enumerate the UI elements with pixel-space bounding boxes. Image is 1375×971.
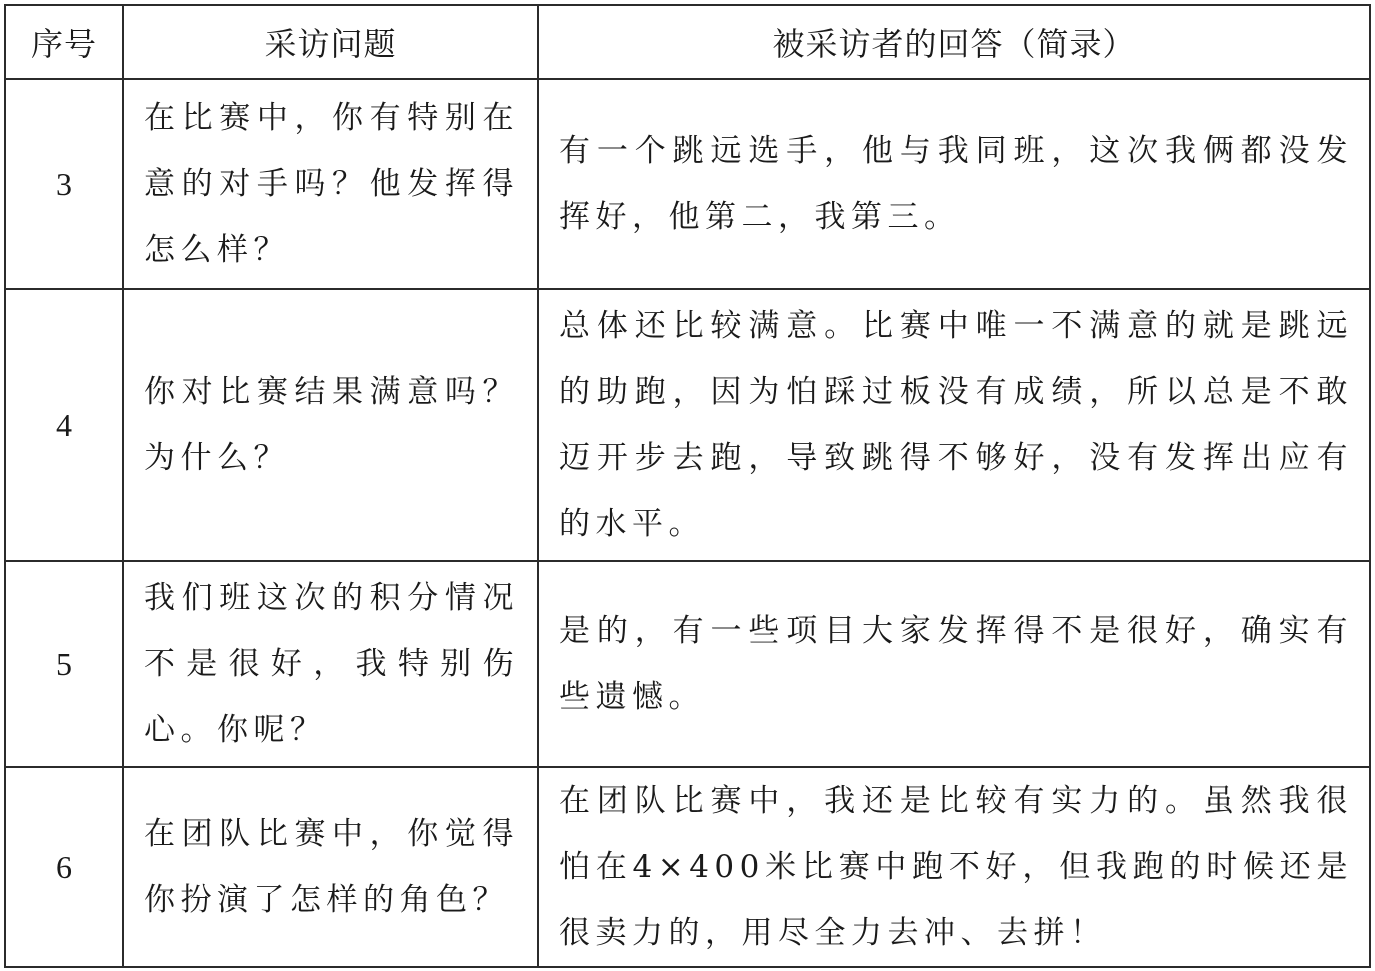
table-row — [5, 561, 1370, 767]
header-answer: 被采访者的回答（简录） — [538, 5, 1370, 79]
row-question: 在比赛中，你有特别在意的对手吗？他发挥得怎么样？ — [123, 79, 538, 289]
table-body — [5, 79, 1370, 967]
header-question: 采访问题 — [123, 5, 538, 79]
row-number: 4 — [5, 289, 123, 561]
table-header — [5, 5, 1370, 79]
row-number: 3 — [5, 79, 123, 289]
row-number: 6 — [5, 767, 123, 967]
row-question: 在团队比赛中，你觉得你扮演了怎样的角色？ — [123, 767, 538, 967]
row-answer: 总体还比较满意。比赛中唯一不满意的就是跳远的助跑，因为怕踩过板没有成绩，所以总是不敢迈开步去跑，导致跳得不够好，没有发挥出应有的水平。 — [538, 289, 1370, 561]
row-question: 你对比赛结果满意吗？为什么？ — [123, 289, 538, 561]
table-row — [5, 289, 1370, 561]
interview-table — [4, 4, 1371, 968]
row-answer: 在团队比赛中，我还是比较有实力的。虽然我很怕在4×400米比赛中跑不好，但我跑的时候还是很卖力的，用尽全力去冲、去拼！ — [538, 767, 1370, 967]
header-number: 序号 — [5, 5, 123, 79]
row-answer: 是的，有一些项目大家发挥得不是很好，确实有些遗憾。 — [538, 561, 1370, 767]
row-answer: 有一个跳远选手，他与我同班，这次我俩都没发挥好，他第二，我第三。 — [538, 79, 1370, 289]
table-row — [5, 79, 1370, 289]
interview-table-container — [4, 4, 1369, 964]
row-number: 5 — [5, 561, 123, 767]
row-question: 我们班这次的积分情况不是很好，我特别伤心。你呢？ — [123, 561, 538, 767]
table-row — [5, 767, 1370, 967]
header-row — [5, 5, 1370, 79]
